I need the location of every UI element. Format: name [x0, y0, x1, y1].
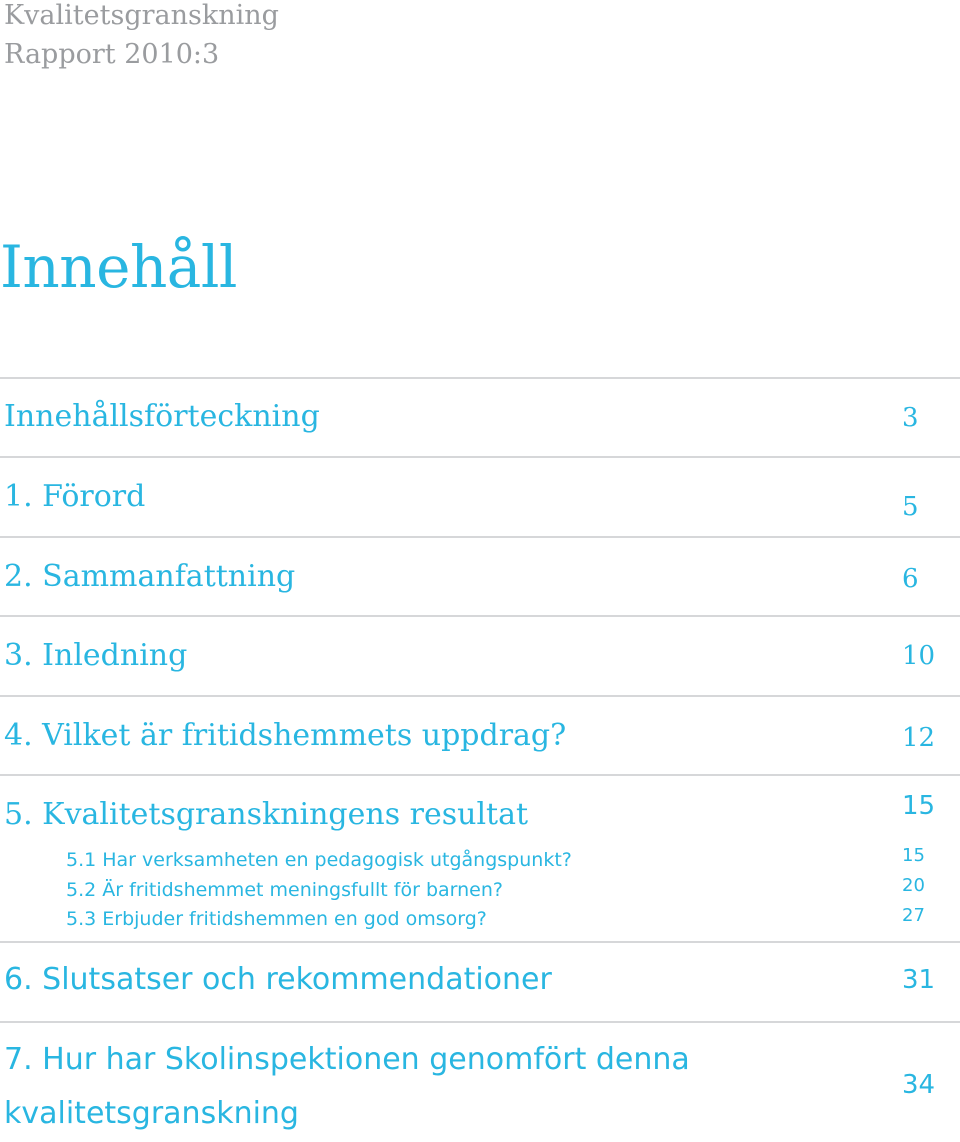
page-title: Innehåll — [0, 233, 237, 301]
report-number: Rapport 2010:3 — [4, 39, 220, 70]
toc-subentry-page: 20 — [902, 875, 925, 896]
toc-entry-page: 15 — [902, 791, 936, 821]
toc-entry-title: 5. Kvalitetsgranskningens resultat — [4, 797, 529, 832]
toc-entry-page: 6 — [902, 564, 919, 594]
toc-entry-title-line1: 7. Hur har Skolinspektionen genomfört denna — [4, 1042, 690, 1077]
toc-entry-page: 10 — [902, 641, 936, 671]
toc-entry-page: 34 — [902, 1070, 936, 1100]
divider — [0, 377, 960, 379]
divider — [0, 941, 960, 943]
toc-entry-title-line2: kvalitetsgranskning — [4, 1096, 299, 1131]
toc-entry-page: 31 — [902, 965, 936, 995]
toc-entry-page: 5 — [902, 492, 919, 522]
toc-entry-title: 2. Sammanfattning — [4, 559, 296, 594]
toc-entry-title: 1. Förord — [4, 479, 146, 514]
toc-entry-title: Innehållsförteckning — [4, 399, 320, 434]
divider — [0, 774, 960, 776]
series-title: Kvalitetsgranskning — [4, 0, 279, 31]
toc-entry-page: 3 — [902, 403, 919, 433]
toc-entry-title: 3. Inledning — [4, 638, 188, 673]
divider — [0, 536, 960, 538]
toc-entry-page: 12 — [902, 723, 936, 753]
toc-subentry-page: 15 — [902, 845, 925, 866]
divider — [0, 1021, 960, 1023]
divider — [0, 615, 960, 617]
toc-subentry-title: 5.2 Är fritidshemmet meningsfullt för barnen? — [66, 879, 503, 901]
toc-subentry-page: 27 — [902, 905, 925, 926]
toc-subentry-title: 5.3 Erbjuder fritidshemmen en god omsorg? — [66, 908, 487, 930]
toc-entry-title: 6. Slutsatser och rekommendationer — [4, 962, 552, 997]
divider — [0, 695, 960, 697]
toc-entry-title: 4. Vilket är fritidshemmets uppdrag? — [4, 718, 567, 753]
divider — [0, 456, 960, 458]
toc-subentry-title: 5.1 Har verksamheten en pedagogisk utgångspunkt? — [66, 849, 572, 871]
